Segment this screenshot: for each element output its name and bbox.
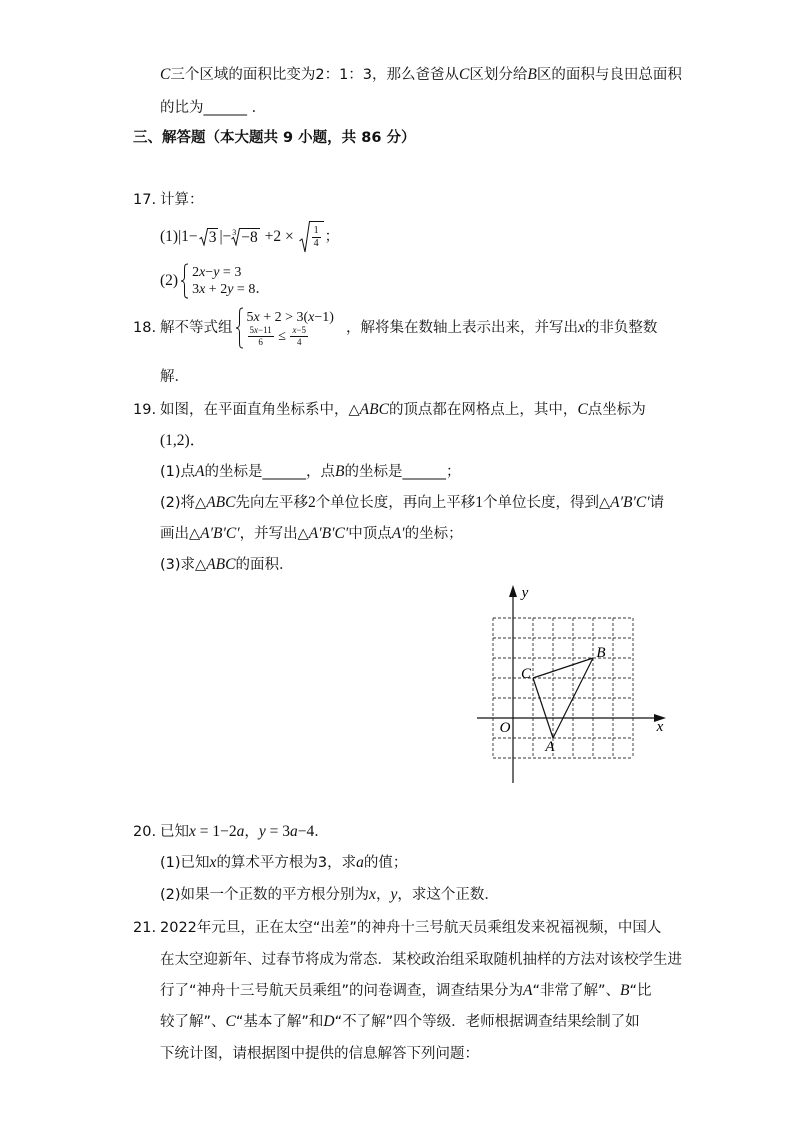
q21-line-4 — [160, 1012, 640, 1032]
q19-part-2-line-1 — [160, 493, 664, 513]
math-run: |− — [219, 228, 232, 245]
equation-1 — [192, 264, 270, 281]
y-axis-label: y — [521, 585, 529, 601]
question-number-20: 20. — [133, 824, 157, 840]
math-run: −4 — [297, 823, 315, 840]
text-run: 区的面积与良田总面积 — [536, 67, 682, 83]
math-run: = 8 — [233, 282, 256, 297]
math-num: 3 — [192, 282, 200, 297]
answer-blank: ______ — [402, 464, 446, 480]
text-run: (1)点 — [160, 464, 196, 480]
triangle-symbol: △ — [598, 495, 611, 511]
math-var: A′ — [391, 525, 405, 542]
q21-line-2: 在太空迎新年、过春节将成为常态．某校政治组采取随机抽样的方法对该校学生进 — [160, 952, 682, 968]
q17-part-2 — [160, 263, 270, 299]
y-axis-arrow-icon — [509, 585, 517, 597]
math-var: A — [523, 982, 533, 999]
text-run: 的顶点都在网格点上，其中， — [388, 402, 578, 418]
denominator — [314, 238, 319, 249]
text-run: 行了“神舟十三号航天员乘组”的问卷调查，调查结果分为 — [160, 983, 524, 999]
math-run: −11 — [258, 325, 272, 335]
math-var: y — [258, 823, 266, 840]
inequality-system — [235, 307, 334, 349]
math-var: B — [527, 66, 537, 83]
text-run: (3)求 — [160, 557, 196, 573]
text-run: 的坐标是 — [204, 464, 263, 480]
radical-sign-icon — [299, 221, 310, 253]
math-var: x — [292, 325, 297, 335]
q16-continuation-line-2 — [160, 98, 266, 118]
text-run: 的算术平方根为3，求 — [216, 855, 357, 871]
question-number-21: 21. — [133, 920, 157, 936]
text-run: ，并写出 — [239, 526, 298, 542]
math-var: a — [290, 823, 298, 840]
fraction — [248, 326, 274, 347]
q18-stem-line-2: 解． — [160, 369, 189, 385]
triangle-symbol: △ — [297, 526, 309, 542]
text-run: ，解将集在数轴上表示出来，并写出 — [345, 320, 578, 336]
math-num: 4 — [313, 238, 319, 249]
vertex-label-b: B — [596, 645, 606, 661]
math-var: x — [199, 282, 206, 297]
text-run: “非常了解”、 — [532, 983, 621, 999]
relation-symbol: ≤ — [274, 329, 290, 344]
numerator — [290, 326, 308, 337]
text-run: 的非负整数 — [584, 320, 658, 336]
text-run: 区划分给 — [469, 67, 528, 83]
math-num: 2 — [192, 265, 200, 280]
math-var: A′B′C′ — [200, 525, 240, 542]
inequality-1 — [247, 309, 334, 326]
square-root-fraction — [299, 221, 324, 253]
math-var: A — [195, 463, 205, 480]
question-number-18: 18. — [133, 320, 157, 336]
math-run: −5 — [296, 325, 307, 335]
math-var: C — [225, 1013, 236, 1030]
text-run: 如图，在平面直角坐标系中， — [160, 402, 349, 418]
q19-stem-line-2 — [160, 431, 205, 451]
q18-stem — [160, 307, 657, 349]
math-var: y — [227, 282, 234, 297]
text-run: 解不等式组 — [160, 320, 233, 336]
text-run: 个单位长度，得到 — [482, 495, 599, 511]
math-var: x — [308, 310, 315, 325]
radicand: −8 — [241, 229, 258, 246]
math-var: x — [199, 265, 206, 280]
math-var: ABC — [359, 401, 389, 418]
q19-part-2-line-2 — [160, 524, 463, 544]
radicand: 3 — [208, 229, 217, 246]
math-var: B — [335, 463, 345, 480]
math-run: = 1−2 — [195, 823, 237, 840]
root-index: 3 — [232, 228, 237, 237]
math-run: − — [205, 265, 214, 280]
left-brace-icon — [235, 307, 244, 349]
triangle-symbol: △ — [189, 526, 201, 542]
text-run: ，点 — [306, 464, 336, 480]
math-run: −1) — [314, 310, 334, 325]
math-run: = 3 — [265, 823, 291, 840]
text-run: “基本了解”和 — [235, 1014, 324, 1030]
cube-root — [232, 228, 260, 246]
math-var: a — [356, 854, 364, 871]
math-num: 1 — [313, 225, 319, 236]
math-var: A′B′C′ — [610, 494, 650, 511]
triangle-symbol: △ — [348, 402, 360, 418]
text-run: (1)已知 — [160, 855, 210, 871]
q20-part-1 — [160, 853, 407, 873]
numerator — [248, 326, 274, 337]
math-num: 5 — [249, 325, 254, 335]
text-run: “不了解”四个等级．老师根据调查结果绘制了如 — [334, 1014, 640, 1030]
fraction — [312, 226, 321, 249]
text-run: ； — [445, 464, 461, 480]
inequalities — [247, 309, 334, 347]
x-axis-label: x — [656, 719, 664, 735]
text-run: 的面积． — [235, 557, 294, 573]
math-num: 5 — [246, 310, 254, 325]
text-run: 三个区域的面积比变为2：1：3，那么爸爸从 — [170, 67, 460, 83]
math-var: x — [253, 310, 260, 325]
left-brace-icon — [180, 263, 189, 299]
math-var: A′B′C′ — [308, 525, 349, 542]
text-run: 个单位长度，再向上平移 — [315, 495, 476, 511]
q17-part-1 — [160, 221, 339, 253]
answer-blank: ______ — [262, 464, 307, 480]
math-var: C — [577, 401, 588, 418]
text-run: (2)如果一个正数的平方根分别为 — [160, 887, 370, 903]
text-run: 较了解”、 — [160, 1014, 226, 1030]
text-run: 的比为 — [160, 100, 204, 116]
triangle-symbol: △ — [195, 557, 207, 573]
text-run: “比 — [629, 983, 652, 999]
text-run: ． — [255, 281, 270, 297]
part-label: (2) — [160, 272, 179, 289]
square-root — [199, 228, 219, 246]
math-run: |1− — [178, 228, 198, 245]
math-var: D — [323, 1013, 335, 1030]
text-run: 的坐标是 — [344, 464, 403, 480]
math-run: = 3 — [219, 265, 242, 280]
math-var: ABC — [206, 494, 236, 511]
text-run: 点坐标为 — [587, 402, 646, 418]
q21-line-5: 下统计图，请根据图中提供的信息解答下列问题： — [160, 1046, 479, 1062]
text-run: 已知 — [160, 824, 189, 840]
text-run: 画出 — [160, 526, 189, 542]
q21-line-3 — [160, 981, 652, 1001]
text-run: ，求这个正数． — [397, 887, 499, 903]
q16-continuation-line-1 — [160, 65, 682, 85]
grid — [493, 618, 633, 758]
part-label: (1) — [160, 228, 179, 245]
inequality-2 — [247, 326, 334, 347]
question-number-17: 17. — [133, 192, 157, 208]
math-var: x — [189, 823, 196, 840]
math-var: x — [369, 886, 376, 903]
denominator — [258, 337, 263, 347]
math-var: y — [390, 886, 398, 903]
math-num: 1 — [475, 494, 483, 511]
triangle-edge-ca — [533, 678, 553, 738]
q19-part-1 — [160, 462, 460, 482]
answer-blank: ______ — [203, 100, 247, 116]
math-num: 6 — [258, 337, 263, 347]
fraction — [290, 326, 308, 347]
text-run: 先向左平移 — [235, 495, 308, 511]
text-run: ； — [324, 229, 340, 245]
q20-part-2 — [160, 885, 499, 905]
math-var: x — [209, 854, 217, 871]
text-run: ． — [314, 824, 329, 840]
math-var: x — [254, 325, 258, 335]
math-var: x — [577, 319, 585, 336]
q19-part-3 — [160, 555, 293, 575]
text-run: 的值； — [363, 855, 408, 871]
text-run: ． — [247, 100, 267, 116]
math-run: + 2 — [205, 282, 228, 297]
q21-line-1: 2022年元旦，正在太空“出差”的神舟十三号航天员乘组发来祝福视频，中国人 — [160, 920, 662, 936]
math-run: + 2 > 3( — [259, 310, 309, 325]
text-run: 请 — [649, 495, 665, 511]
text-run: 的坐标； — [404, 526, 463, 542]
math-var: B — [620, 982, 630, 999]
math-run: +2 × — [260, 228, 298, 245]
math-var: C — [459, 66, 470, 83]
coordinate-grid-figure — [470, 578, 670, 788]
math-var: y — [213, 265, 220, 280]
equation-2 — [192, 281, 270, 298]
triangle-symbol: △ — [195, 495, 207, 511]
q17-prompt: 计算： — [160, 192, 204, 208]
equations — [192, 264, 270, 298]
numerator — [312, 226, 321, 238]
origin-label: O — [499, 720, 511, 736]
denominator — [297, 337, 302, 347]
equation-system — [180, 263, 270, 299]
text-run: (2)将 — [160, 495, 196, 511]
math-var: C — [160, 66, 171, 83]
math-num: 4 — [296, 337, 302, 347]
q20-stem — [160, 822, 329, 842]
radical-sign-icon — [231, 228, 240, 246]
math-var: a — [236, 823, 245, 840]
text-run: ， — [375, 887, 391, 903]
radical-sign-icon — [199, 228, 208, 246]
text-run: ， — [244, 824, 259, 840]
math-var: ABC — [206, 556, 236, 573]
question-number-19: 19. — [133, 402, 157, 418]
text-run: 中顶点 — [348, 526, 392, 542]
math-num: 2 — [307, 494, 316, 511]
radicand — [310, 221, 324, 253]
coordinate-text: (1,2)． — [160, 432, 206, 449]
q19-stem — [160, 400, 646, 420]
section-title: 三、解答题（本大题共 9 小题，共 86 分） — [133, 130, 416, 146]
vertex-label-c: C — [520, 666, 532, 682]
vertex-label-a: A — [545, 739, 555, 755]
